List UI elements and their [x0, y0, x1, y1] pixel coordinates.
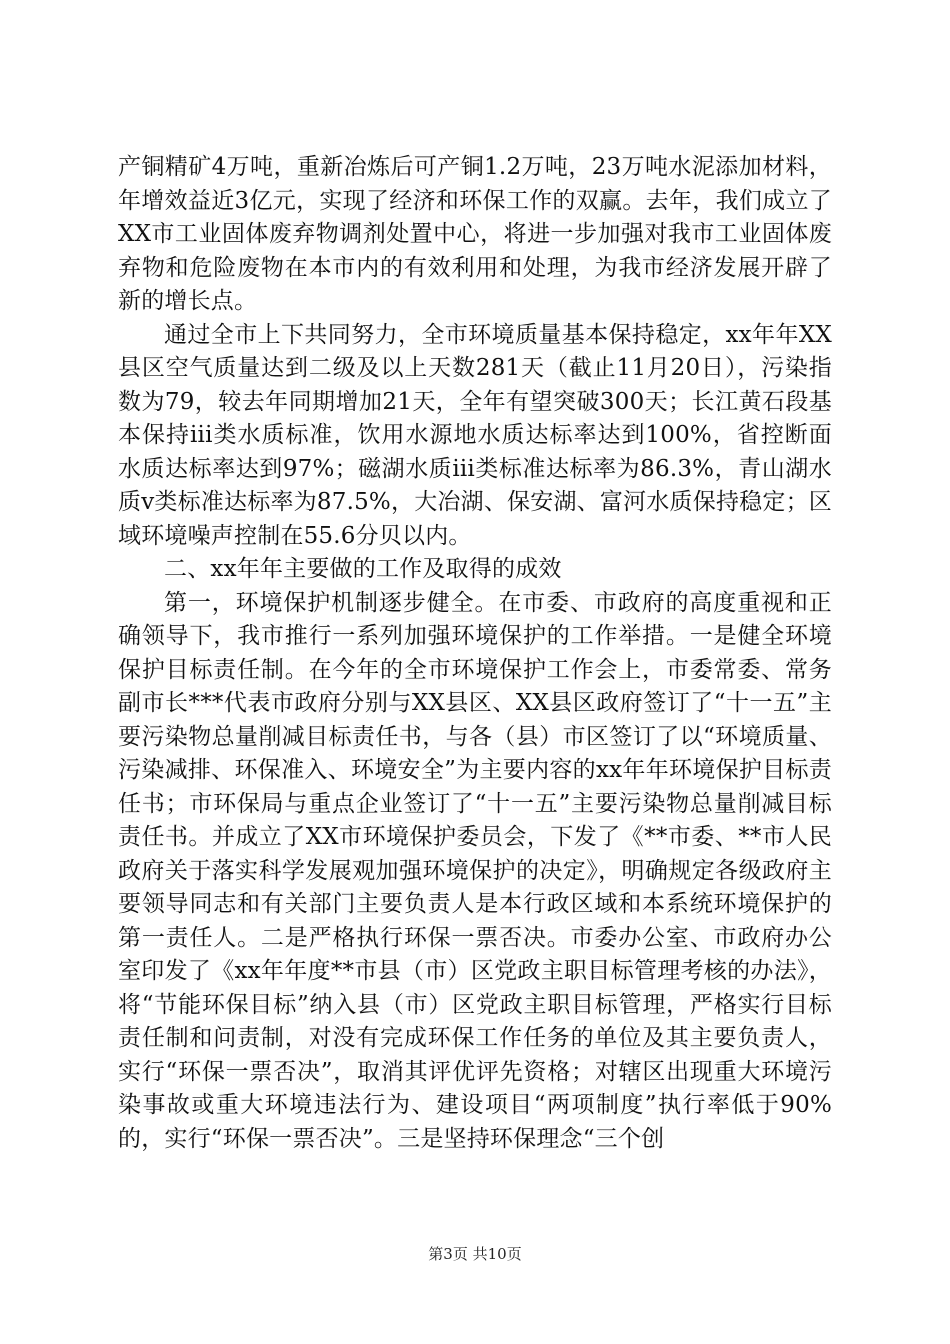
paragraph-environment-quality: 通过全市上下共同努力，全市环境质量基本保持稳定，xx年年XX县区空气质量达到二级及以上天数281天（截止11月20日），污染指数为79，较去年同期增加21天，全年有望突破300天；长江黄石段基本保持iii类水质标准，饮用水源地水质达标率达到100%，省控断面水质达标率达到97%；磁湖水质iii类标准达标率为86.3%，青山湖水质v类标准达标率为87.5%，大冶湖、保安湖、富河水质保持稳定；区域环境噪声控制在55.6分贝以内。 [118, 321, 832, 549]
page-number-footer: 第3页 共10页 [428, 1245, 522, 1263]
document-body [118, 151, 832, 1156]
paragraph-mechanism: 第一，环境保护机制逐步健全。在市委、市政府的高度重视和正确领导下，我市推行一系列加强环境保护的工作举措。一是健全环境保护目标责任制。在今年的全市环境保护工作会上，市委常委、常务副市长***代表市政府分别与XX县区、XX县区政府签订了“十一五”主要污染物总量削减目标责任书，与各（县）市区签订了以“环境质量、污染减排、环保准入、环境安全”为主要内容的xx年年环境保护目标责任书；市环保局与重点企业签订了“十一五”主要污染物总量削减目标责任书。并成立了XX市环境保护委员会，下发了《**市委、**市人民政府关于落实科学发展观加强环境保护的决定》，明确规定各级政府主要领导同志和有关部门主要负责人是本行政区域和本系统环境保护的第一责任人。二是严格执行环保一票否决。市委办公室、市政府办公室印发了《xx年年度**市县（市）区党政主职目标管理考核的办法》，将“节能环保目标”纳入县（市）区党政主职目标管理，严格实行目标责任制和问责制，对没有完成环保工作任务的单位及其主要负责人，实行“环保一票否决”，取消其评优评先资格；对辖区出现重大环境污染事故或重大环境违法行为、建设项目“两项制度”执行率低于90%的，实行“环保一票否决”。三是坚持环保理念“三个创 [118, 589, 832, 1152]
paragraph-continuation: 产铜精矿4万吨，重新冶炼后可产铜1.2万吨，23万吨水泥添加材料，年增效益近3亿元，实现了经济和环保工作的双赢。去年，我们成立了XX市工业固体废弃物调剂处置中心，将进一步加强对我市工业固体废弃物和危险废物在本市内的有效利用和处理，为我市经济发展开辟了新的增长点。 [118, 154, 832, 314]
section-heading: 二、xx年年主要做的工作及取得的成效 [164, 556, 562, 582]
